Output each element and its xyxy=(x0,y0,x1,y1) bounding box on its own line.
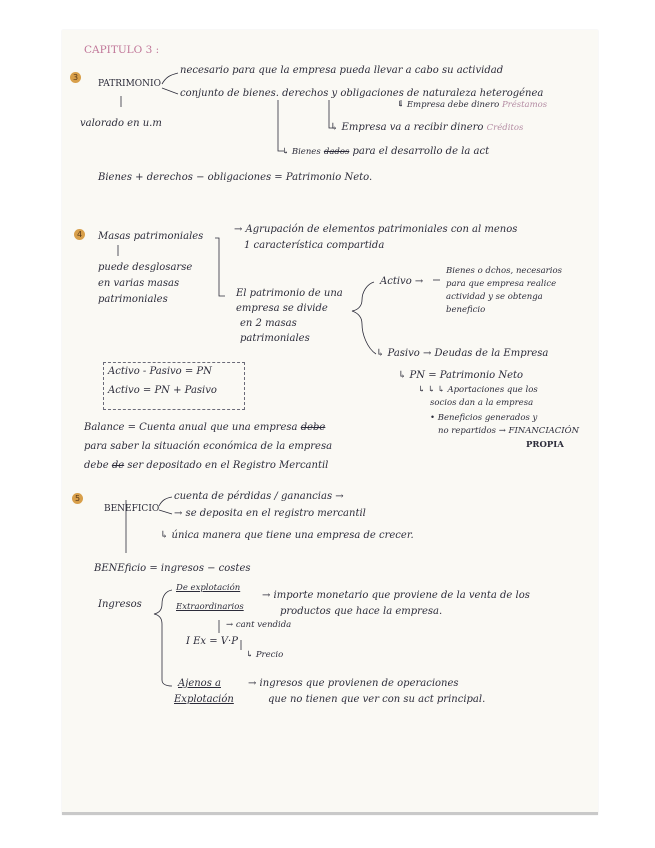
empresa-debe xyxy=(397,100,547,110)
chapter-title: CAPITULO 3 : xyxy=(84,44,160,56)
arrow-line-necesario xyxy=(162,73,178,84)
balance-debe: debe xyxy=(84,460,109,471)
bracket-line-bienes xyxy=(278,100,284,151)
page-bottom-edge xyxy=(62,812,598,815)
bienes-desarrollo xyxy=(282,146,489,158)
pasivo-text: ↳ Pasivo → Deudas de la Empresa xyxy=(376,348,549,359)
agrupacion-text: → Agrupación de elementos patrimoniales con al menos xyxy=(234,224,518,235)
curly-brace-ingresos xyxy=(154,590,172,686)
bracket-line-divide xyxy=(215,238,225,296)
desglosar-line-2: en varias masas xyxy=(98,278,180,289)
balance-depositado: ser depositado en el Registro Mercantil xyxy=(127,460,329,471)
importe-line-2: productos que hace la empresa. xyxy=(280,606,443,617)
curly-brace-masas xyxy=(352,282,376,354)
desglosar-line-1: puede desglosarse xyxy=(98,262,193,273)
beneficio-deposita: → se deposita en el registro mercantil xyxy=(174,508,366,519)
cant-vendida: → cant vendida xyxy=(226,620,292,630)
arrow-line-deposita xyxy=(159,510,172,514)
formula-pn: Activo - Pasivo = PN xyxy=(108,366,212,377)
ajenos-def-2: que no tienen que ver con su act principal. xyxy=(268,694,486,705)
patrimonio-equation: Bienes + derechos − obligaciones = Patrimonio Neto. xyxy=(98,172,373,183)
divide-line-2: empresa se divide xyxy=(236,303,328,314)
balance-text-1: Balance = Cuenta anual que una empresa xyxy=(84,422,298,433)
creditos-term: Créditos xyxy=(486,123,524,133)
iex-formula: I Ex = V·P xyxy=(186,636,238,647)
ingresos-extraordinarios: Extraordinarios xyxy=(176,602,244,612)
activo-def-3: actividad y se obtenga xyxy=(446,292,543,302)
formula-activo: Activo = PN + Pasivo xyxy=(108,385,217,396)
balance-line-3 xyxy=(84,460,328,472)
divide-line-4: patrimoniales xyxy=(240,333,310,344)
financiacion-propia: PROPIA xyxy=(526,440,564,450)
patrimonio-necesario: necesario para que la empresa pueda llevar a cabo su actividad xyxy=(180,65,504,76)
notebook-page xyxy=(62,30,598,815)
balance-line-2: para saber la situación económica de la empresa xyxy=(84,441,333,452)
empresa-recibir-text: ↳ Empresa va a recibir dinero xyxy=(330,122,484,133)
balance-struck-de: de xyxy=(111,460,125,471)
balance-struck: debe xyxy=(300,422,326,433)
beneficio-unica: ↳ única manera que tiene una empresa de crecer. xyxy=(160,530,414,541)
ajenos-label-2: Explotación xyxy=(174,694,234,705)
pn-def-4: no repartidos → FINANCIACIÓN xyxy=(438,426,580,436)
section-number-circle: 4 xyxy=(74,229,85,240)
ingresos-explotacion: De explotación xyxy=(176,583,241,593)
agrupacion-text-2: 1 característica compartida xyxy=(244,240,385,251)
masas-label: Masas patrimoniales xyxy=(98,231,204,242)
pn-text: ↳ PN = Patrimonio Neto xyxy=(398,370,524,381)
activo-def-1: Bienes o dchos, necesarios xyxy=(446,266,562,276)
activo-def-4: beneficio xyxy=(446,305,486,315)
ingresos-label: Ingresos xyxy=(98,599,142,610)
activo-label: Activo → xyxy=(380,276,424,287)
importe-line-1: → importe monetario que proviene de la venta de los xyxy=(262,590,530,601)
pn-def-3: • Beneficios generados y xyxy=(430,413,538,423)
arrow-line-conjunto xyxy=(162,88,178,94)
precio-label: ↳ Precio xyxy=(246,650,284,660)
divide-line-1: El patrimonio de una xyxy=(236,288,343,299)
beneficio-formula: BENEficio = ingresos − costes xyxy=(94,563,251,574)
pn-def-1: ↳ ↳ ↳ Aportaciones que los xyxy=(418,385,538,395)
desglosar-line-3: patrimoniales xyxy=(98,294,168,305)
beneficio-cuenta: cuenta de pérdidas / ganancias → xyxy=(174,491,344,502)
balance-line-1 xyxy=(84,422,325,434)
valorado-text: valorado en u.m xyxy=(80,118,162,129)
patrimonio-conjunto: conjunto de bienes. derechos y obligaciones de naturaleza heterogénea xyxy=(180,88,544,99)
desarrollo-text: para el desarrollo de la act xyxy=(352,146,490,157)
empresa-recibir xyxy=(330,122,523,134)
ajenos-def-1: → ingresos que provienen de operaciones xyxy=(248,678,459,689)
empresa-debe-text: ↳ Empresa debe dinero xyxy=(397,100,500,110)
struck-word: dados xyxy=(323,147,350,157)
arrow-line-cuenta xyxy=(159,497,172,506)
beneficio-label: BENEFICIO xyxy=(104,504,160,514)
ajenos-label-1: Ajenos a xyxy=(178,678,221,689)
prestamos-term: Préstamos xyxy=(501,100,548,110)
bienes-text: ↳ Bienes xyxy=(282,147,321,157)
pn-def-2: socios dan a la empresa xyxy=(430,398,534,408)
section-number-circle: 3 xyxy=(70,72,81,83)
divide-line-3: en 2 masas xyxy=(240,318,297,329)
section-number-circle: 5 xyxy=(72,493,83,504)
patrimonio-label: PATRIMONIO xyxy=(98,79,161,89)
activo-def-2: para que empresa realice xyxy=(446,279,557,289)
